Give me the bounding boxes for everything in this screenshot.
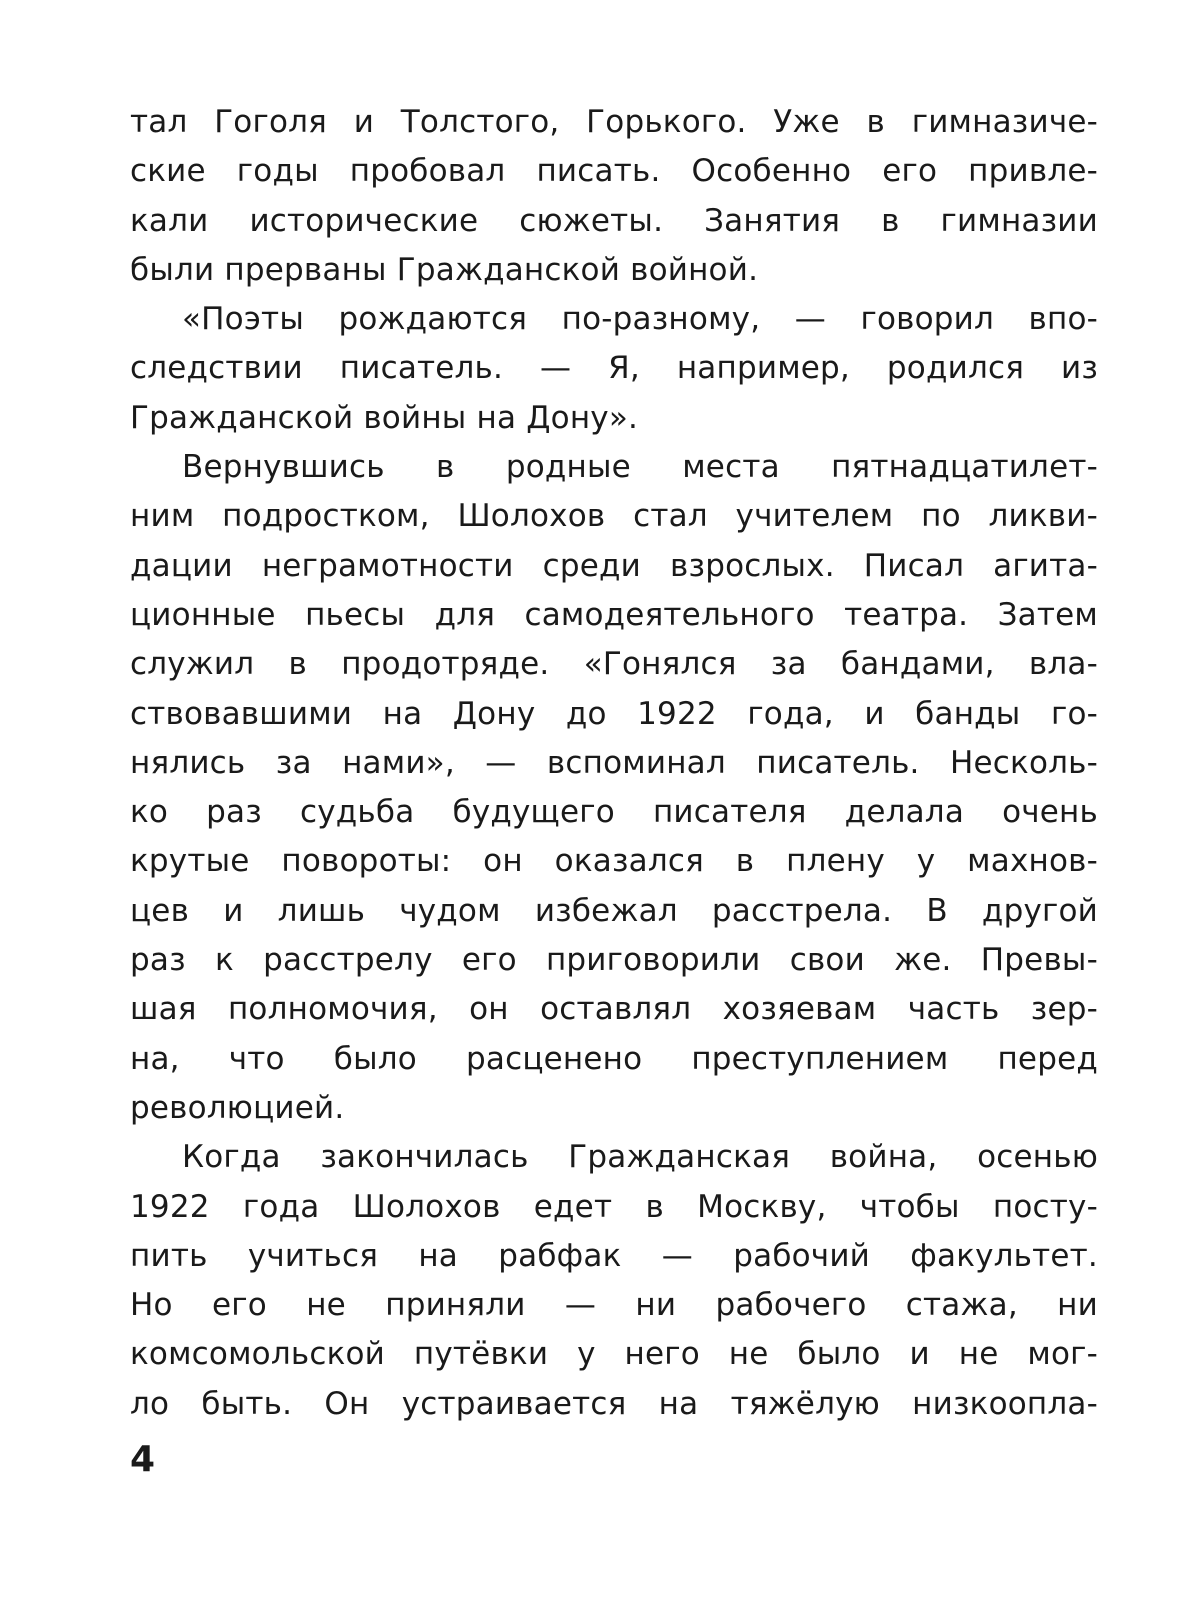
text-line: Вернувшись в родные места пятнадцатилет- <box>182 449 1098 486</box>
text-line: ло быть. Он устраивается на тяжёлую низкоопла- <box>130 1385 1098 1422</box>
text-line: дации неграмотности среди взрослых. Писал агита- <box>130 547 1098 584</box>
text-line: ним подростком, Шолохов стал учителем по ликви- <box>130 498 1098 535</box>
text-line: ские годы пробовал писать. Особенно его привле- <box>130 153 1098 190</box>
body-text <box>130 98 1098 1429</box>
text-line: 1922 года Шолохов едет в Москву, чтобы посту- <box>130 1188 1098 1225</box>
text-line: кали исторические сюжеты. Занятия в гимназии <box>130 202 1098 239</box>
page-number: 4 <box>130 1439 156 1480</box>
text-line: революцией. <box>130 1089 345 1126</box>
text-line: комсомольской путёвки у него не было и не мог- <box>130 1336 1098 1373</box>
text-line: Гражданской войны на Дону». <box>130 399 639 436</box>
text-line: на, что было расценено преступлением перед <box>130 1040 1098 1077</box>
text-line: тал Гоголя и Толстого, Горького. Уже в гимназиче- <box>130 104 1098 140</box>
text-line: следствии писатель. — Я, например, родился из <box>130 350 1098 387</box>
text-line: нялись за нами», — вспоминал писатель. Несколь- <box>130 744 1098 781</box>
text-line: ционные пьесы для самодеятельного театра. Затем <box>130 596 1098 633</box>
text-line: цев и лишь чудом избежал расстрела. В другой <box>130 892 1098 929</box>
text-line: Но его не приняли — ни рабочего стажа, ни <box>130 1287 1098 1324</box>
text-line: ко раз судьба будущего писателя делала очень <box>130 794 1098 831</box>
text-line: раз к расстрелу его приговорили свои же. Превы- <box>130 942 1098 979</box>
text-line: были прерваны Гражданской войной. <box>130 251 759 288</box>
text-line: пить учиться на рабфак — рабочий факультет. <box>130 1237 1098 1274</box>
text-line: ствовавшими на Дону до 1922 года, и банды го- <box>130 695 1098 732</box>
text-line: шая полномочия, он оставлял хозяевам часть зер- <box>130 991 1098 1028</box>
text-line: служил в продотряде. «Гонялся за бандами, вла- <box>130 646 1098 683</box>
text-line: Когда закончилась Гражданская война, осенью <box>182 1139 1098 1176</box>
text-line: «Поэты рождаются по-разному, — говорил впо- <box>182 301 1098 338</box>
text-line: крутые повороты: он оказался в плену у махнов- <box>130 843 1098 880</box>
